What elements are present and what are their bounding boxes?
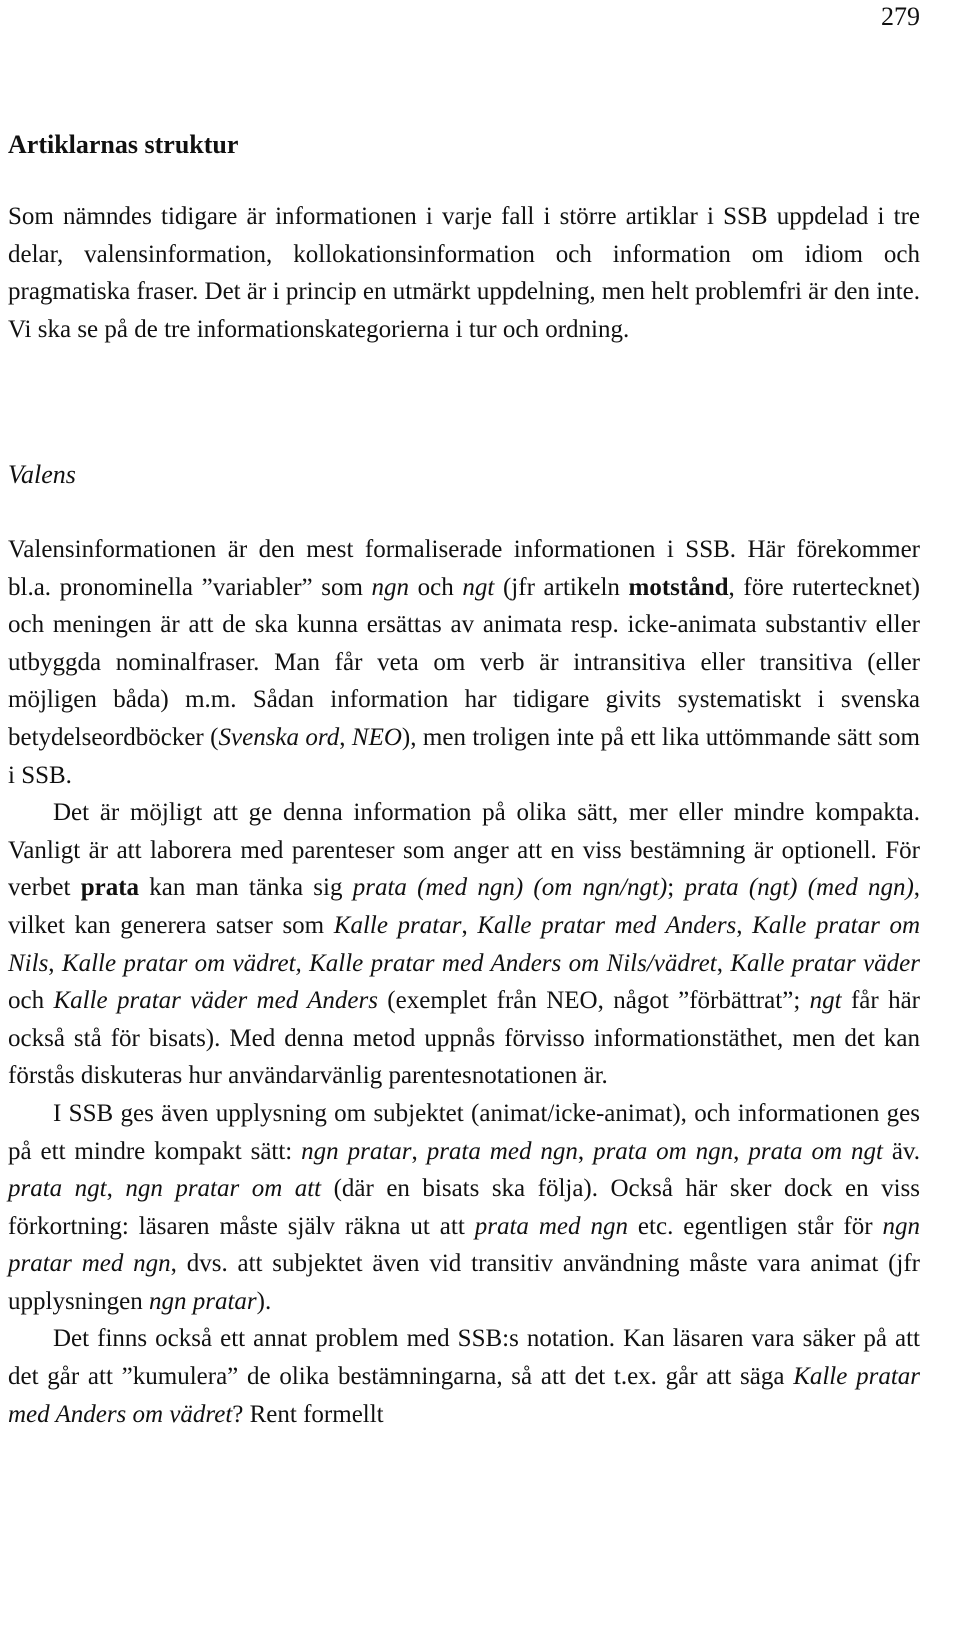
paragraph-4 [8, 1320, 920, 1433]
text-run: Det finns också ett annat problem med SSB:s notation. Kan läsaren vara säker på att det går att ”kumulera” de olika bestämningarna, så att det t.ex. går att säga [8, 1325, 920, 1391]
text-run: ? Rent formellt [232, 1400, 384, 1428]
text-run: Svenska ord [218, 723, 340, 751]
text-run: ngn [371, 573, 410, 601]
text-run: motstånd [628, 573, 729, 601]
text-run: och [409, 573, 463, 601]
text-run: I SSB ges även upplysning om subjektet (animat/icke-animat), och informationen ges på ett mindre kompakt sätt: [8, 1099, 920, 1165]
paragraph-1 [8, 531, 920, 794]
text-run: Kalle pratar om Nils [8, 911, 921, 977]
text-run: , [339, 723, 352, 751]
text-run: prata om ngt [748, 1137, 883, 1165]
text-run: Kalle pratar med Anders [477, 911, 737, 939]
text-run: ngt [462, 573, 495, 601]
text-run: Kalle pratar väder [730, 949, 921, 977]
text-run: kan man tänka sig [139, 874, 353, 902]
text-run: Valensinformationen är den mest formaliserade informationen i SSB. Här förekommer bl.a. pronominella ”variabler” som [8, 536, 920, 601]
text-run: och [8, 987, 54, 1015]
text-run: ). [256, 1287, 272, 1315]
text-run: äv. [882, 1137, 921, 1165]
text-run: prata med ngn [426, 1137, 578, 1165]
text-run: prata om ngn [593, 1137, 734, 1165]
text-run: , före rutertecknet) och meningen är att de ska kunna ersättas av animata resp. icke-animata substantiv eller utbyggda nominalfraser. Man får veta om verb är intransitiva eller transitiva (eller möjligen båda) m.m. Sådan information har tidigare givits systematiskt i svenska betydelseordböcker ( [8, 573, 920, 751]
text-run: NEO [351, 723, 402, 751]
text-run: Kalle pratar med Anders om vädret [8, 1363, 920, 1428]
text-run: ngt [809, 987, 842, 1015]
text-run: Kalle pratar väder med Anders [53, 987, 378, 1015]
text-run: ngn pratar med ngn [8, 1212, 920, 1278]
text-run: ), men troligen inte på ett lika uttömmande sätt som i SSB. [8, 723, 920, 789]
text-run: , [733, 1137, 749, 1165]
text-run: Kalle pratar om vädret, Kalle pratar med Anders om Nils/vädret [61, 949, 717, 977]
text-run: , [48, 949, 62, 977]
text-run: får här också stå för bisats). Med denna metod uppnås förvisso informationstäthet, men det kan förstås diskuteras hur användarvänlig parentesnotationen är. [8, 987, 920, 1090]
page-number: 279 [881, 2, 920, 31]
text-run: , vilket kan generera satser som [8, 874, 921, 939]
text-run: , [106, 1175, 126, 1203]
text-run: , [461, 911, 478, 939]
text-run: (exemplet från NEO, något ”förbättrat”; [377, 987, 810, 1015]
text-run: ngn pratar [301, 1137, 412, 1165]
text-run: prata med ngn [474, 1212, 628, 1240]
text-run: etc. egentligen står för [627, 1212, 883, 1240]
paragraph-2 [8, 794, 920, 1095]
section-heading: Artiklarnas struktur [8, 130, 239, 159]
text-run: prata (med ngn) (om ngn/ngt) [352, 874, 668, 902]
text-run: (där en bisats ska följa). Också här sker dock en viss förkortning: läsaren måste själv räkna ut att [8, 1175, 921, 1240]
text-run: prata ngt [8, 1175, 107, 1203]
text-run: (jfr artikeln [494, 573, 629, 601]
text-run: , [411, 1137, 427, 1165]
text-run: prata [80, 874, 140, 902]
text-run: Kalle pratar [333, 911, 462, 939]
text-run: , dvs. att subjektet även vid transitiv användning måste vara animat (jfr upplysningen [8, 1250, 920, 1315]
valens-body [8, 531, 920, 1433]
text-run: , [736, 911, 753, 939]
text-run: ngn pratar [148, 1287, 257, 1315]
text-run: , [577, 1137, 594, 1165]
sub-heading-valens: Valens [8, 460, 76, 489]
text-run: ngn pratar om att [125, 1175, 322, 1203]
intro-paragraph: Som nämndes tidigare är informationen i varje fall i större artiklar i SSB uppdelad i tre delar, valensinformation, kollokationsinformation och information om idiom och pragmatiska fraser. Det är i princip en utmärkt uppdelning, men helt problemfri är den inte. Vi ska se på de tre informationskategorierna i tur och ordning. [8, 203, 920, 343]
text-run: Det är möjligt att ge denna information på olika sätt, mer eller mindre kompakta. Vanligt är att laborera med parenteser som anger att en viss bestämning är optionell. För verbet [8, 799, 920, 902]
text-run: ; [667, 874, 685, 902]
text-run: , [716, 949, 731, 977]
paragraph-3 [8, 1095, 920, 1321]
text-run: prata (ngt) (med ngn) [684, 874, 914, 902]
